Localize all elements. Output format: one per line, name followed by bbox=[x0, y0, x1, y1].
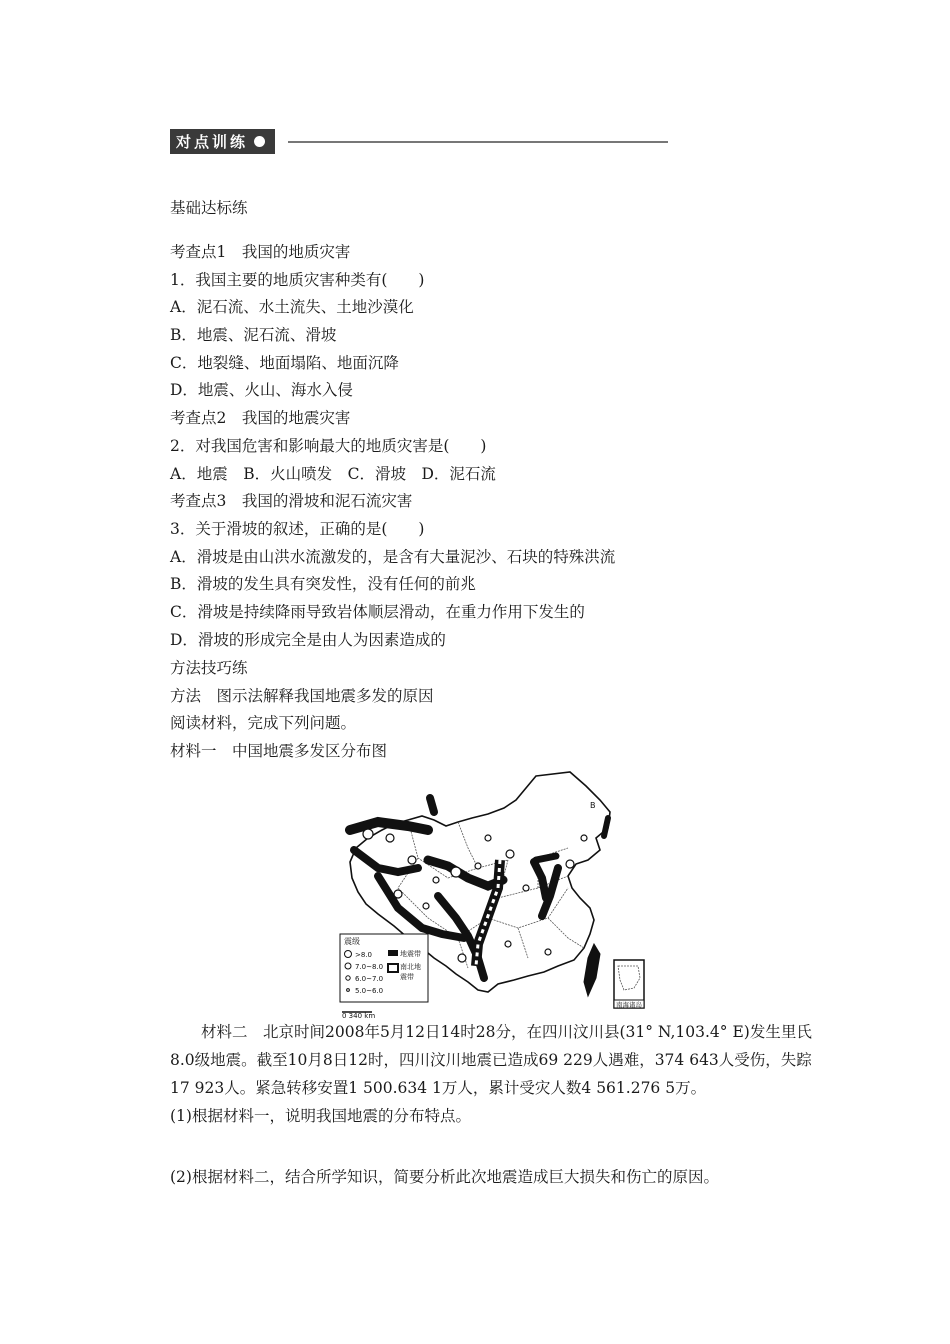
legend-ns-belt-swatch bbox=[388, 964, 398, 972]
q1-option-b: B．地震、泥石流、滑坡 bbox=[170, 326, 337, 344]
inset-label: 南海诸岛 bbox=[616, 1001, 642, 1009]
epicenter-marker bbox=[423, 903, 429, 909]
reading-instruction: 阅读材料，完成下列问题。 bbox=[170, 714, 357, 732]
legend-item-3: 6.0~7.0 bbox=[355, 975, 384, 983]
knowledge-point-1: 考查点1 我国的地质灾害 bbox=[170, 243, 351, 261]
scale-text: 0 340 km bbox=[342, 1012, 376, 1018]
method-title: 方法 图示法解释我国地震多发的原因 bbox=[170, 687, 434, 705]
epicenter-marker bbox=[505, 941, 511, 947]
sub-question-1: (1)根据材料一，说明我国地震的分布特点。 bbox=[170, 1107, 471, 1125]
section-method: 方法技巧练 bbox=[170, 659, 248, 677]
legend-item-4: 5.0~6.0 bbox=[355, 987, 384, 995]
legend-belt-label: 地震带 bbox=[400, 950, 421, 958]
q2-stem: 2．对我国危害和影响最大的地质灾害是( ) bbox=[170, 437, 487, 455]
section-banner bbox=[170, 129, 275, 154]
q3-stem: 3．关于滑坡的叙述，正确的是( ) bbox=[170, 520, 425, 538]
epicenter-marker bbox=[458, 954, 466, 962]
belt-northeast bbox=[604, 818, 608, 836]
banner-dot-icon bbox=[254, 136, 265, 147]
legend-ns-belt-label-2: 震带 bbox=[400, 973, 414, 981]
banner-rule bbox=[288, 141, 668, 143]
taiwan-island bbox=[584, 944, 600, 996]
q1-option-d: D．地震、火山、海水入侵 bbox=[170, 381, 353, 399]
material-2: 材料二 北京时间2008年5月12日14时28分，在四川汶川县(31° N,103.4° E)发生里氏8.0级地震。截至10月8日12时，四川汶川地震已造成69 229人遇难，374 643人受伤，失踪17 923人。紧急转移安置1 500.634 1万人，累计受灾人数4 561.276 5万。 bbox=[170, 1023, 812, 1097]
earthquake-distribution-map bbox=[338, 768, 648, 1018]
section-basic: 基础达标练 bbox=[170, 199, 248, 217]
epicenter-marker bbox=[545, 949, 551, 955]
epicenter-marker bbox=[581, 835, 587, 841]
legend-item-1: >8.0 bbox=[355, 951, 372, 959]
epicenter-marker bbox=[394, 890, 402, 898]
q3-option-d: D．滑坡的形成完全是由人为因素造成的 bbox=[170, 631, 446, 649]
belt-northwest bbox=[430, 798, 434, 812]
legend-symbol-tiny bbox=[347, 989, 350, 992]
legend-symbol-medium bbox=[345, 963, 351, 969]
material-1-title: 材料一 中国地震多发区分布图 bbox=[170, 742, 388, 760]
epicenter-marker bbox=[386, 834, 394, 842]
legend-item-2: 7.0~8.0 bbox=[355, 963, 384, 971]
epicenter-marker bbox=[475, 863, 481, 869]
knowledge-point-2: 考查点2 我国的地震灾害 bbox=[170, 409, 351, 427]
epicenter-marker bbox=[566, 860, 574, 868]
q3-option-c: C．滑坡是持续降雨导致岩体顺层滑动，在重力作用下发生的 bbox=[170, 603, 585, 621]
banner-title: 对点训练 bbox=[176, 133, 249, 151]
epicenter-marker bbox=[433, 877, 439, 883]
q3-option-b: B．滑坡的发生具有突发性，没有任何的前兆 bbox=[170, 575, 476, 593]
q1-option-a: A．泥石流、水土流失、土地沙漠化 bbox=[170, 298, 414, 316]
q3-option-a: A．滑坡是由山洪水流激发的，是含有大量泥沙、石块的特殊洪流 bbox=[170, 548, 616, 566]
legend-symbol-small bbox=[346, 976, 350, 980]
legend-title: 震级 bbox=[344, 937, 360, 946]
map-label-b: B bbox=[590, 801, 596, 810]
epicenter-marker bbox=[451, 867, 461, 877]
q1-option-c: C．地裂缝、地面塌陷、地面沉降 bbox=[170, 354, 399, 372]
epicenter-marker bbox=[363, 829, 373, 839]
q2-options: A．地震 B．火山喷发 C．滑坡 D．泥石流 bbox=[170, 465, 496, 483]
banner-box bbox=[170, 129, 275, 154]
epicenter-marker bbox=[485, 835, 491, 841]
epicenter-marker bbox=[506, 850, 514, 858]
epicenter-marker bbox=[523, 885, 529, 891]
legend-belt-swatch bbox=[388, 950, 398, 956]
q1-stem: 1．我国主要的地质灾害种类有( ) bbox=[170, 271, 425, 289]
legend-ns-belt-label-1: 南北地 bbox=[400, 963, 421, 971]
belt-bohai bbox=[536, 856, 556, 860]
legend-symbol-large bbox=[345, 951, 352, 958]
sub-question-2: (2)根据材料二，结合所学知识，简要分析此次地震造成巨大损失和伤亡的原因。 bbox=[170, 1168, 719, 1186]
knowledge-point-3: 考查点3 我国的滑坡和泥石流灾害 bbox=[170, 492, 413, 510]
epicenter-marker bbox=[408, 856, 416, 864]
